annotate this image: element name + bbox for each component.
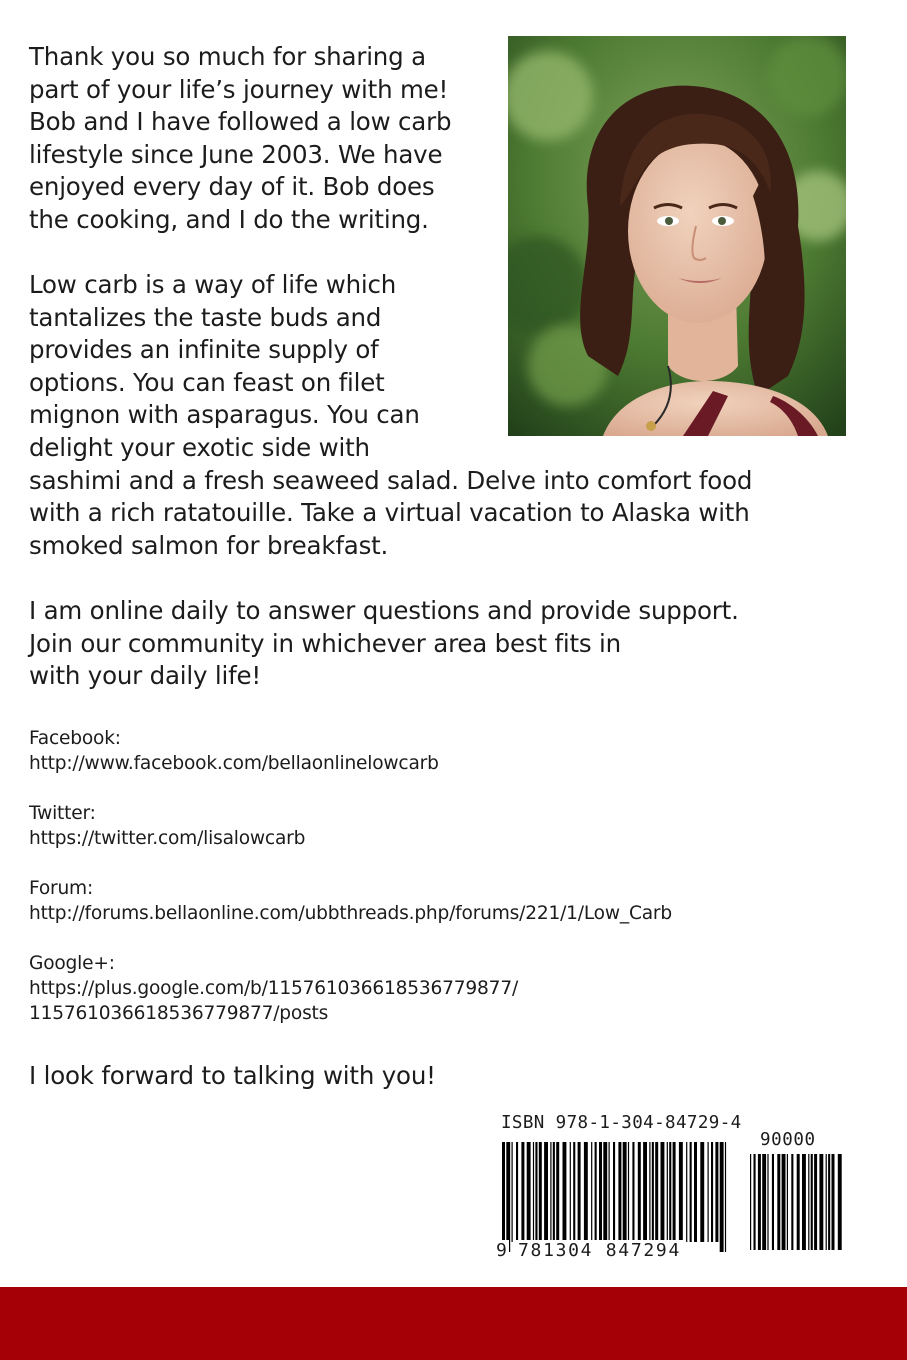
support-line: Join our community in whichever area best fits in [29, 628, 621, 658]
price-code: 90000 [760, 1130, 816, 1150]
barcode-bar [591, 1142, 592, 1242]
barcode-bar [570, 1142, 571, 1242]
google-plus-block [29, 951, 518, 1026]
barcode-bar [690, 1142, 692, 1242]
intro-line: Thank you so much for sharing a [29, 42, 426, 71]
barcode-bar [715, 1142, 718, 1242]
closing-text: I look forward to talking with you! [29, 1061, 436, 1090]
barcode-bar [725, 1142, 726, 1252]
barcode-bar [754, 1154, 756, 1250]
twitter-link[interactable]: https://twitter.com/lisalowcarb [29, 828, 306, 849]
barcode-bar [832, 1154, 835, 1250]
barcode-bar [694, 1142, 697, 1242]
intro-line: lifestyle since June 2003. We have [29, 139, 443, 169]
barcode-bar [828, 1154, 830, 1250]
barcode-bar [623, 1142, 627, 1242]
barcode-bar [811, 1154, 813, 1250]
google-plus-link-line2[interactable]: 115761036618536779877/posts [29, 1003, 329, 1024]
barcode-bar [535, 1142, 537, 1242]
barcode-bar [655, 1142, 658, 1242]
body-line: with a rich ratatouille. Take a virtual vacation to Alaska with [29, 498, 750, 528]
barcode-bar [553, 1142, 555, 1242]
barcode-bar [808, 1154, 809, 1250]
support-line: I am online daily to answer questions and provide support. [29, 596, 739, 625]
barcode-bar [613, 1142, 615, 1252]
barcode-bar [599, 1142, 602, 1242]
barcode-bar [826, 1154, 827, 1250]
intro-line: enjoyed every day of it. Bob does [29, 172, 435, 202]
isbn-barcode [494, 1110, 847, 1266]
closing-line [29, 1060, 436, 1093]
intro-line: the cooking, and I do the writing. [29, 204, 429, 234]
body-line: Low carb is a way of life which [29, 270, 397, 299]
footer-band [0, 1287, 907, 1360]
barcode-bar [802, 1154, 806, 1250]
barcode-bar [777, 1154, 780, 1250]
barcode-bar [720, 1142, 724, 1252]
barcode-digits [496, 1240, 683, 1261]
intro-paragraph [29, 41, 451, 237]
intro-line: Bob and I have followed a low carb [29, 107, 452, 137]
barcode-bar [628, 1142, 629, 1242]
barcode-bar [544, 1142, 548, 1242]
twitter-label: Twitter: [29, 803, 96, 824]
barcode-bar [649, 1142, 650, 1242]
barcode-bar [527, 1142, 531, 1242]
barcode-bar [782, 1154, 786, 1250]
barcode-bar [767, 1154, 768, 1250]
barcode-bar [502, 1142, 505, 1252]
facebook-label: Facebook: [29, 728, 121, 749]
barcode-main-digits: 781304 847294 [518, 1240, 681, 1261]
barcode-bar [673, 1142, 676, 1242]
barcode-bar [711, 1142, 713, 1242]
body-line: provides an infinite supply of [29, 335, 379, 365]
barcode-bar [618, 1142, 621, 1242]
facebook-link[interactable]: http://www.facebook.com/bellaonlinelowcarb [29, 753, 439, 774]
barcode-bar [643, 1142, 647, 1242]
barcode-bar [512, 1142, 513, 1242]
barcode-bar [669, 1142, 671, 1242]
barcode-bar [556, 1142, 559, 1242]
forum-label: Forum: [29, 878, 94, 899]
barcode-bar [609, 1142, 610, 1252]
body-line: sashimi and a fresh seaweed salad. Delve into comfort food [29, 465, 753, 495]
support-paragraph [29, 595, 739, 693]
barcode-bar [750, 1154, 751, 1250]
barcode-bar [797, 1154, 800, 1250]
barcode-lead-digit: 9 [496, 1240, 509, 1261]
barcode-bar [819, 1154, 823, 1250]
body-line: tantalizes the taste buds and [29, 302, 382, 332]
barcode-bar [533, 1142, 534, 1242]
body-line: smoked salmon for breakfast. [29, 530, 389, 560]
lowcarb-paragraph [29, 269, 752, 562]
barcode-bar [762, 1154, 766, 1250]
isbn-label: ISBN 978-1-304-84729-4 [501, 1113, 742, 1133]
barcode-bar [573, 1142, 575, 1242]
barcode-bar [578, 1142, 581, 1242]
barcode-bar [772, 1154, 774, 1250]
body-line: options. You can feast on filet [29, 367, 385, 397]
forum-link[interactable]: http://forums.bellaonline.com/ubbthreads.php/forums/221/1/Low_Carb [29, 903, 672, 924]
barcode-bar [506, 1142, 510, 1252]
barcode-bar [563, 1142, 567, 1242]
google-plus-link-line1[interactable]: https://plus.google.com/b/115761036618536779877/ [29, 978, 519, 999]
barcode-bar [516, 1142, 518, 1242]
barcode-bar [787, 1154, 788, 1250]
barcode-bar [686, 1142, 687, 1242]
barcode-bar [679, 1142, 683, 1242]
barcode-bar [539, 1142, 542, 1242]
barcode-bar [661, 1142, 665, 1242]
barcode-bar [584, 1142, 588, 1242]
support-line: with your daily life! [29, 661, 262, 691]
body-line: delight your exotic side with [29, 432, 370, 462]
intro-line: part of your life’s journey with me! [29, 74, 449, 104]
barcode-bar [595, 1142, 597, 1242]
barcode-bar [521, 1142, 524, 1242]
barcode-bar [791, 1154, 793, 1250]
barcode-bar [603, 1142, 607, 1242]
twitter-block [29, 801, 305, 851]
barcode-bar [632, 1142, 634, 1242]
barcode-bar [652, 1142, 654, 1242]
google-plus-label: Google+: [29, 953, 115, 974]
forum-block [29, 876, 672, 926]
barcode-bar [758, 1154, 761, 1250]
barcode-bar [667, 1142, 668, 1242]
barcode-bar [700, 1142, 704, 1242]
barcode-bar [708, 1142, 709, 1242]
barcode-bar [838, 1154, 842, 1250]
barcode-bar [638, 1142, 641, 1242]
body-line: mignon with asparagus. You can [29, 400, 420, 430]
facebook-block [29, 726, 439, 776]
barcode-bar [550, 1142, 551, 1242]
barcode-bar [814, 1154, 817, 1250]
